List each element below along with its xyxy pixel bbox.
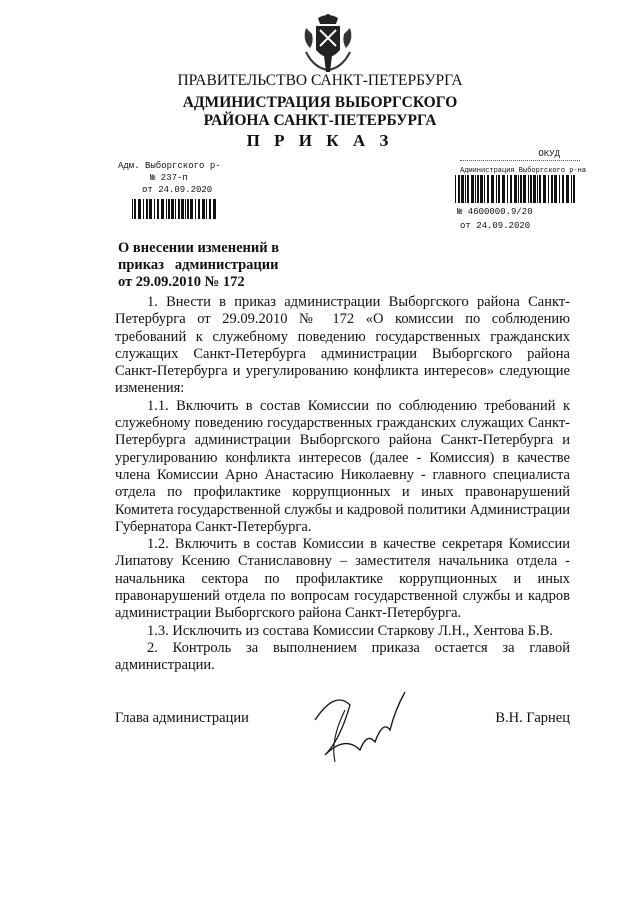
paragraph-1-3: 1.3. Исключить из состава Комиссии Старкову Л.Н., Хентова Б.В. [147, 622, 553, 639]
administration-title-line1: АДМИНИСТРАЦИЯ ВЫБОРГСКОГО [182, 94, 458, 111]
topic-line: О внесении изменений в [118, 240, 280, 256]
paragraph-1-1: 1.1. Включить в состав Комиссии по соблюдению требований к служебному поведению государственных гражданских служащих Санкт-Петербурга администрации Выборгского района Санкт-Петербурга и урегулированию конфликта интересов (далее - Комиссия) в качестве члена Комиссии Арно Анастасию Николаевну - главного специалиста отдела по профилактике коррупционных и иных правонарушений Комитета государственной службы и кадровой политики Администрации Губернатора Санкт-Петербурга. [115, 397, 570, 535]
paragraph-1: 1. Внести в приказ администрации Выборгского района Санкт-Петербурга от 29.09.2010 № 172 «О комиссии по соблюдению требований к служебному поведению государственных гражданских служащих Санкт-Петербурга администрации Выборгского района Санкт-Петербурга и урегулированию конфликта интересов» следующие изменения: [115, 294, 570, 397]
left-barcode [132, 199, 218, 219]
coat-of-arms-icon [300, 12, 356, 74]
right-stamp-number: № 4600000.9/20 [457, 207, 533, 217]
left-stamp-date: от 24.09.2020 [142, 185, 213, 195]
right-barcode [455, 175, 577, 203]
document-topic [118, 240, 279, 291]
right-stamp-date: от 24.09.2020 [460, 221, 531, 231]
document-body [115, 294, 570, 675]
topic-line: приказ администрации [118, 257, 279, 273]
okud-label: ОКУД [460, 148, 580, 161]
left-stamp-org: Адм. Выборгского р- [118, 161, 221, 171]
signatory-title: Глава администрации [115, 710, 249, 726]
paragraph-2: 2. Контроль за выполнением приказа остается за главой администрации. [115, 639, 570, 674]
handwritten-signature [305, 680, 415, 770]
topic-line: от 29.09.2010 № 172 [118, 274, 245, 290]
right-stamp [460, 148, 587, 177]
paragraph-1-2: 1.2. Включить в состав Комиссии в качестве секретаря Комиссии Липатову Ксению Станиславовну – заместителя начальника отдела - начальника сектора по профилактике коррупционных и иных правонарушений отдела по вопросам государственной службы и кадров администрации Выборгского района Санкт-Петербурга. [115, 536, 570, 622]
left-stamp [118, 160, 221, 196]
document-type: П Р И К А З [246, 131, 394, 150]
signatory-name: В.Н. Гарнец [495, 710, 570, 726]
right-stamp-org: Администрация Выборгского р-на [460, 167, 587, 175]
left-stamp-number: № 237-п [150, 173, 188, 183]
administration-title-line2: РАЙОНА САНКТ-ПЕТЕРБУРГА [203, 112, 437, 129]
government-title: ПРАВИТЕЛЬСТВО САНКТ-ПЕТЕРБУРГА [177, 72, 463, 89]
